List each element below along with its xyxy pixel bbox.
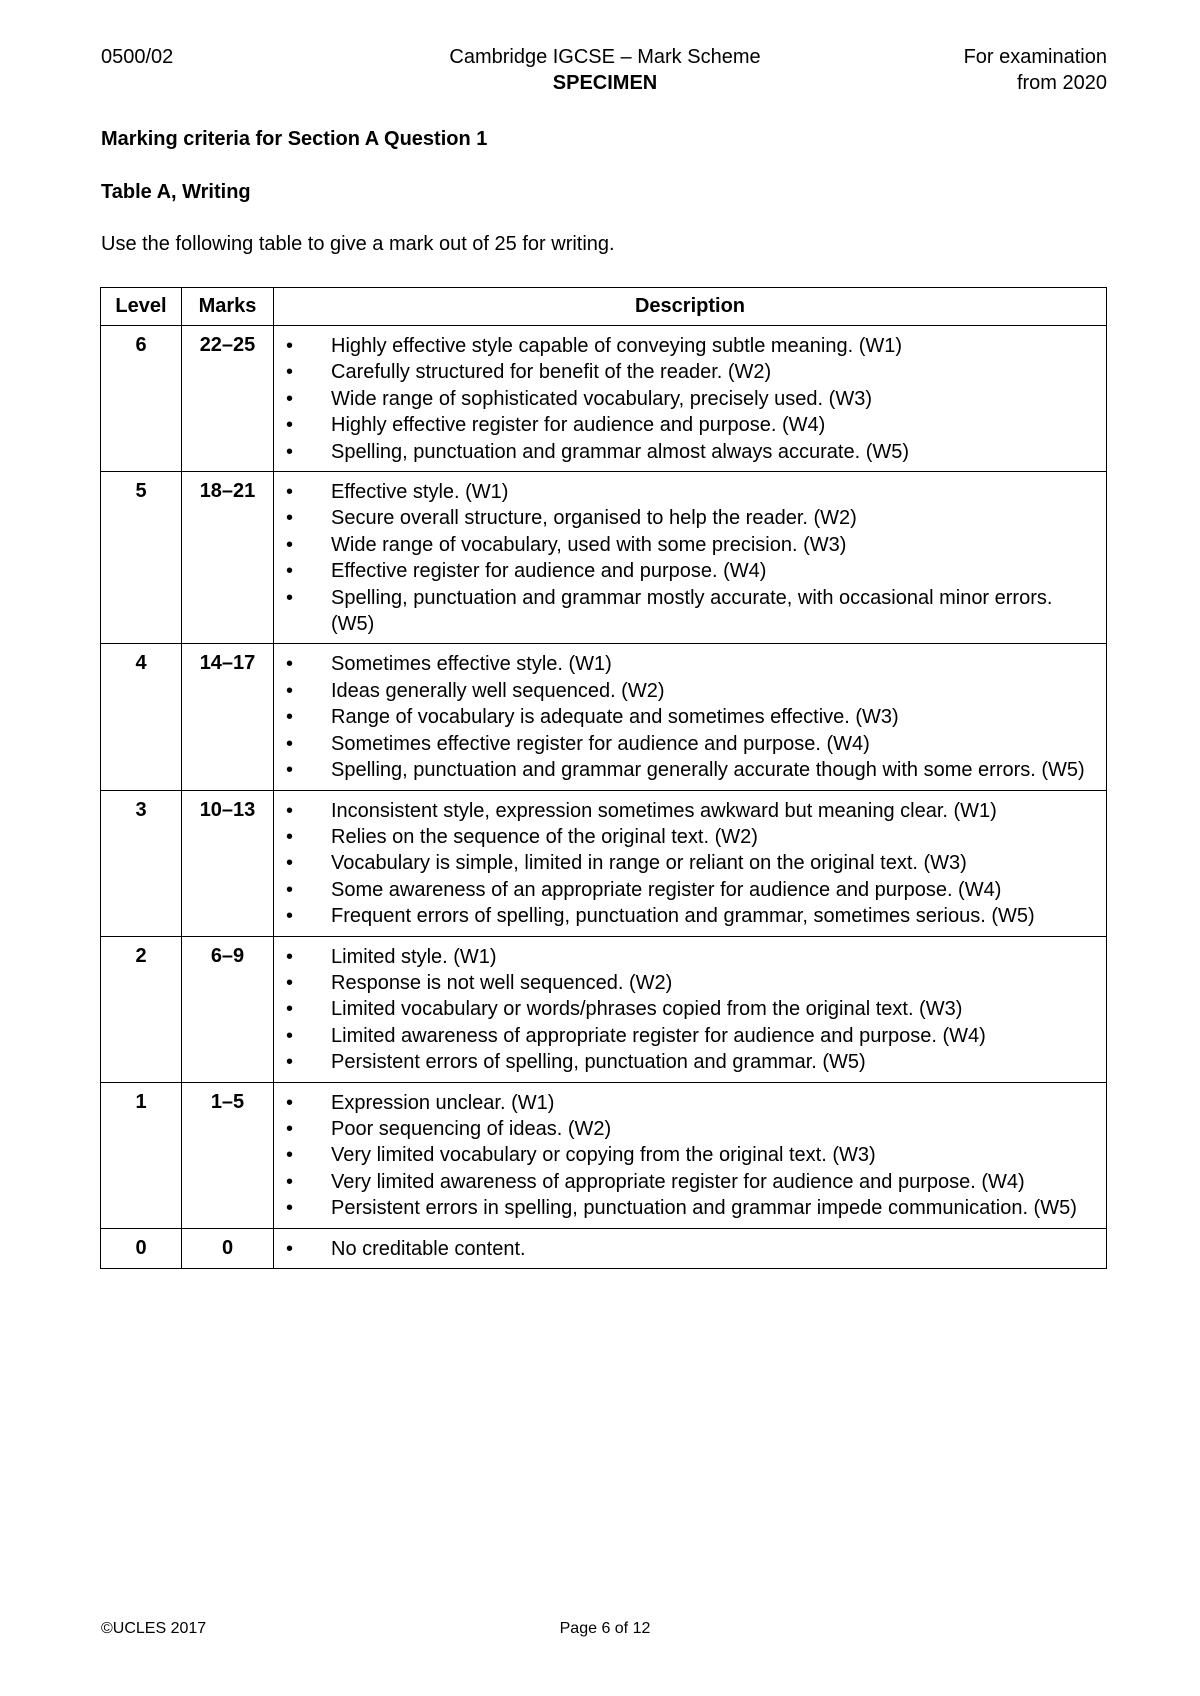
description-cell (274, 1228, 1107, 1268)
criterion-item: • Sometimes effective register for audience and purpose. (W4) (284, 731, 1100, 757)
criterion-item: • Limited vocabulary or words/phrases copied from the original text. (W3) (284, 996, 1100, 1022)
criterion-item: • Very limited awareness of appropriate register for audience and purpose. (W4) (284, 1169, 1100, 1195)
description-cell (274, 472, 1107, 644)
criterion-item: • Effective register for audience and purpose. (W4) (284, 558, 1100, 584)
criterion-item: • Effective style. (W1) (284, 479, 1100, 505)
examination-note (964, 44, 1107, 96)
marks-cell: 0 (182, 1228, 274, 1268)
criterion-item: • Frequent errors of spelling, punctuation and grammar, sometimes serious. (W5) (284, 903, 1100, 929)
criteria-list (284, 651, 1100, 783)
criterion-item: • Spelling, punctuation and grammar almost always accurate. (W5) (284, 439, 1100, 465)
marking-criteria-table (100, 287, 1107, 1269)
criterion-item: • Limited awareness of appropriate register for audience and purpose. (W4) (284, 1023, 1100, 1049)
table-row (101, 1082, 1107, 1228)
marks-cell: 18–21 (182, 472, 274, 644)
criterion-item: • Carefully structured for benefit of the reader. (W2) (284, 359, 1100, 385)
criteria-list (284, 944, 1100, 1076)
syllabus-code: 0500/02 (101, 46, 174, 68)
criterion-item: • Expression unclear. (W1) (284, 1090, 1100, 1116)
criterion-item: • Spelling, punctuation and grammar mostly accurate, with occasional minor errors. (W5) (284, 585, 1100, 638)
criteria-list (284, 1236, 1100, 1262)
criterion-item: • Ideas generally well sequenced. (W2) (284, 678, 1100, 704)
criterion-item: • Wide range of sophisticated vocabulary, precisely used. (W3) (284, 386, 1100, 412)
criterion-item: • Highly effective register for audience and purpose. (W4) (284, 412, 1100, 438)
copyright-footer: ©UCLES 2017 (101, 1620, 207, 1637)
level-cell: 1 (101, 1082, 182, 1228)
table-row (101, 936, 1107, 1082)
criterion-item: • Persistent errors of spelling, punctuation and grammar. (W5) (284, 1049, 1100, 1075)
header-title: Cambridge IGCSE – Mark Scheme (449, 46, 761, 68)
description-cell (274, 936, 1107, 1082)
criterion-item: • No creditable content. (284, 1236, 1100, 1262)
description-cell (274, 1082, 1107, 1228)
level-cell: 6 (101, 326, 182, 472)
criterion-item: • Vocabulary is simple, limited in range or reliant on the original text. (W3) (284, 850, 1100, 876)
criterion-item: • Highly effective style capable of conveying subtle meaning. (W1) (284, 333, 1100, 359)
criterion-item: • Some awareness of an appropriate register for audience and purpose. (W4) (284, 877, 1100, 903)
page-number: Page 6 of 12 (559, 1620, 651, 1637)
criterion-item: • Wide range of vocabulary, used with some precision. (W3) (284, 532, 1100, 558)
criterion-item: • Response is not well sequenced. (W2) (284, 970, 1100, 996)
criterion-item: • Very limited vocabulary or copying from the original text. (W3) (284, 1142, 1100, 1168)
table-row (101, 1228, 1107, 1268)
marks-cell: 1–5 (182, 1082, 274, 1228)
criteria-list (284, 1090, 1100, 1222)
table-row (101, 790, 1107, 936)
level-cell: 2 (101, 936, 182, 1082)
column-header-description: Description (274, 288, 1107, 326)
section-heading: Marking criteria for Section A Question 1 (101, 128, 488, 150)
description-cell (274, 644, 1107, 790)
description-cell (274, 326, 1107, 472)
exam-line-1: For examination (963, 46, 1107, 68)
table-row (101, 644, 1107, 790)
marks-cell: 22–25 (182, 326, 274, 472)
criteria-list (284, 333, 1100, 465)
table-row (101, 326, 1107, 472)
criterion-item: • Inconsistent style, expression sometimes awkward but meaning clear. (W1) (284, 798, 1100, 824)
level-cell: 3 (101, 790, 182, 936)
criterion-item: • Limited style. (W1) (284, 944, 1100, 970)
table-row (101, 472, 1107, 644)
table-heading: Table A, Writing (101, 181, 251, 203)
criterion-item: • Secure overall structure, organised to help the reader. (W2) (284, 505, 1100, 531)
level-cell: 4 (101, 644, 182, 790)
column-header-marks: Marks (182, 288, 274, 326)
column-header-level: Level (101, 288, 182, 326)
table-body (101, 326, 1107, 1269)
criterion-item: • Persistent errors in spelling, punctuation and grammar impede communication. (W5) (284, 1195, 1100, 1221)
criterion-item: • Sometimes effective style. (W1) (284, 651, 1100, 677)
criterion-item: • Range of vocabulary is adequate and sometimes effective. (W3) (284, 704, 1100, 730)
level-cell: 5 (101, 472, 182, 644)
level-cell: 0 (101, 1228, 182, 1268)
table-header-row (101, 288, 1107, 326)
marks-cell: 10–13 (182, 790, 274, 936)
description-cell (274, 790, 1107, 936)
intro-text: Use the following table to give a mark out of 25 for writing. (101, 233, 615, 255)
header-specimen: SPECIMEN (552, 72, 658, 94)
marks-cell: 14–17 (182, 644, 274, 790)
criteria-list (284, 798, 1100, 930)
criterion-item: • Spelling, punctuation and grammar generally accurate though with some errors. (W5) (284, 757, 1100, 783)
exam-line-2: from 2020 (1016, 72, 1107, 94)
criteria-list (284, 479, 1100, 637)
criterion-item: • Relies on the sequence of the original text. (W2) (284, 824, 1100, 850)
criterion-item: • Poor sequencing of ideas. (W2) (284, 1116, 1100, 1142)
marks-cell: 6–9 (182, 936, 274, 1082)
